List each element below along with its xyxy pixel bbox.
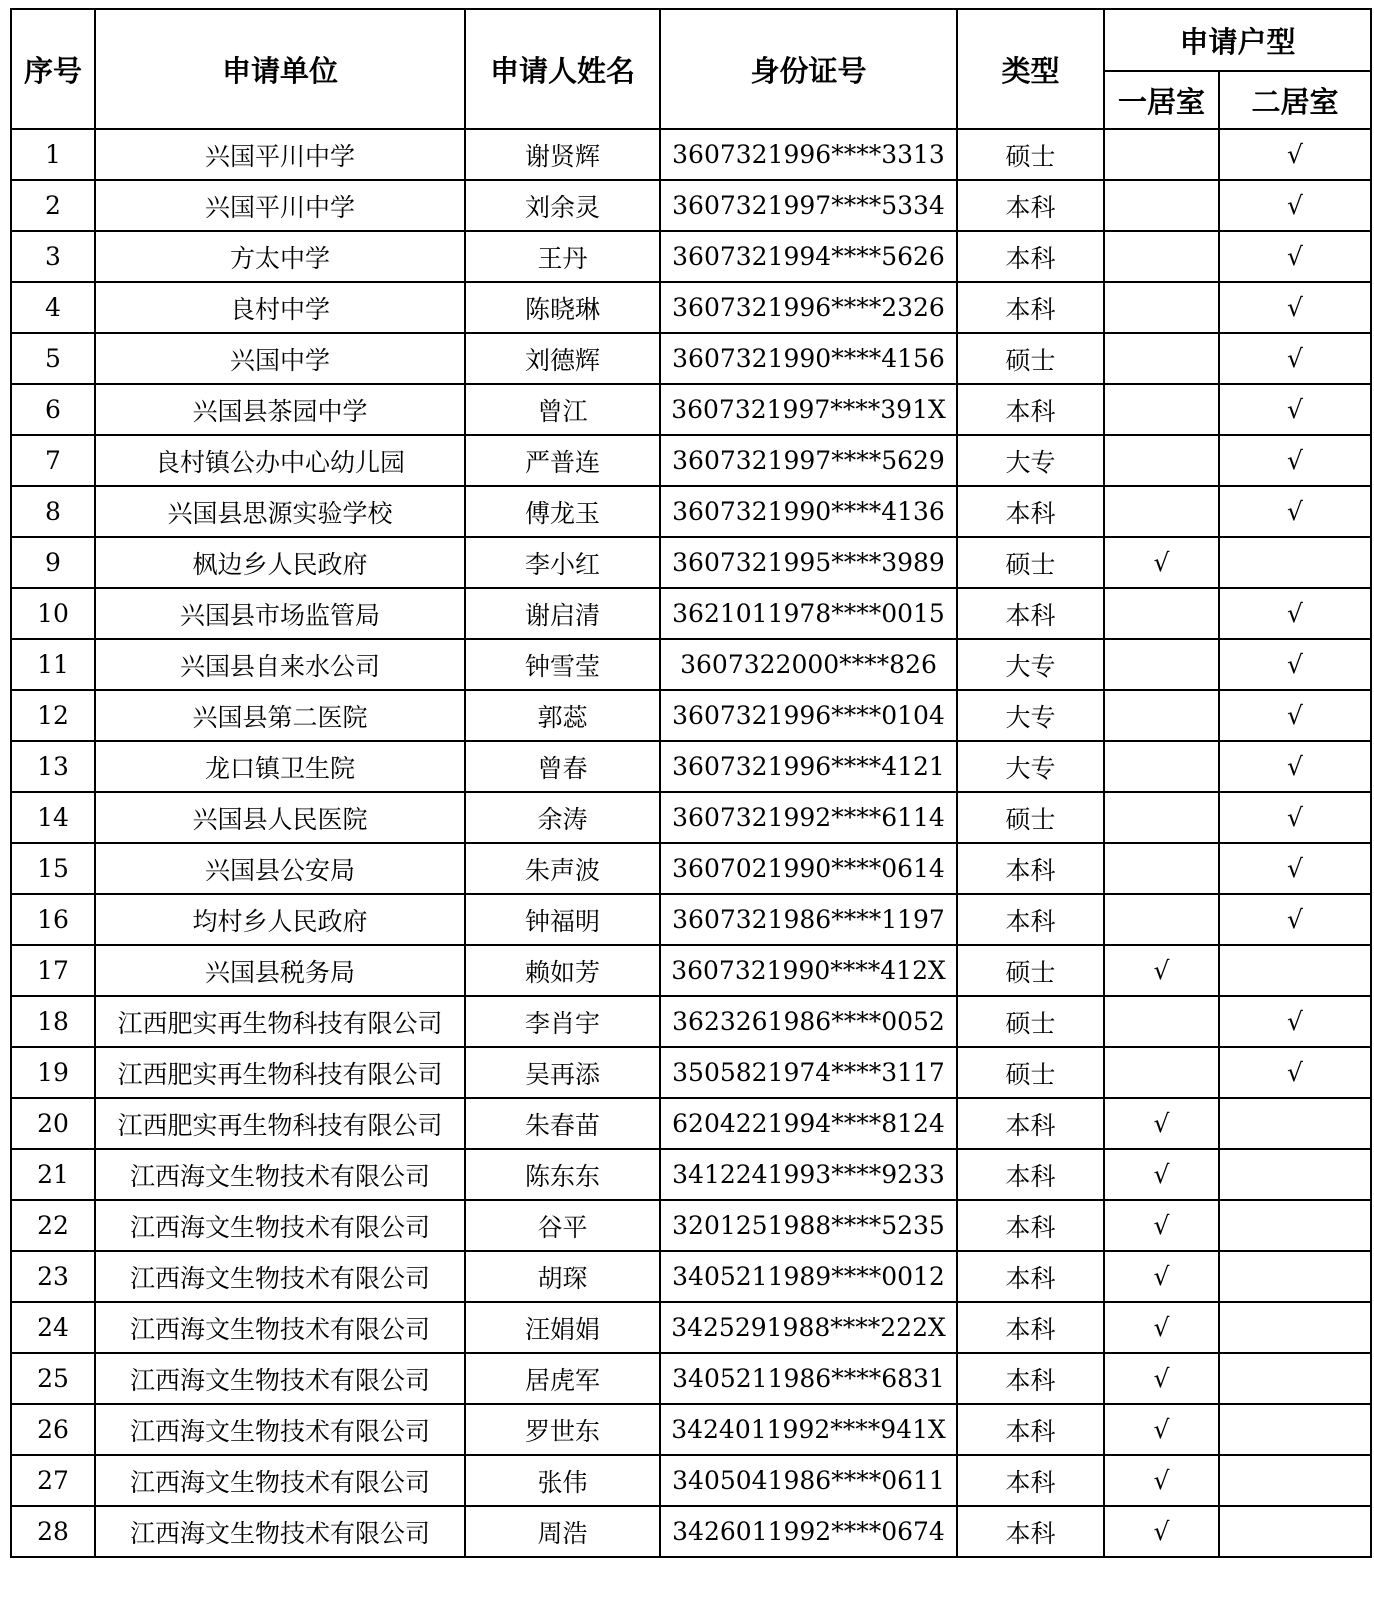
cell-type: 本科 <box>957 1353 1104 1404</box>
cell-two-room <box>1219 1251 1371 1302</box>
cell-id-number: 3607322000****826 <box>660 639 957 690</box>
cell-id-number: 3426011992****0674 <box>660 1506 957 1557</box>
cell-two-room: √ <box>1219 282 1371 333</box>
cell-two-room <box>1219 1149 1371 1200</box>
table-row <box>11 1200 1371 1251</box>
cell-name: 周浩 <box>465 1506 660 1557</box>
cell-id-number: 3405041986****0611 <box>660 1455 957 1506</box>
cell-name: 朱声波 <box>465 843 660 894</box>
cell-one-room: √ <box>1104 1353 1219 1404</box>
cell-seq: 17 <box>11 945 95 996</box>
cell-type: 本科 <box>957 282 1104 333</box>
cell-seq: 11 <box>11 639 95 690</box>
cell-unit: 江西肥实再生物科技有限公司 <box>95 996 465 1047</box>
cell-id-number: 3607321996****2326 <box>660 282 957 333</box>
cell-id-number: 3607021990****0614 <box>660 843 957 894</box>
cell-unit: 枫边乡人民政府 <box>95 537 465 588</box>
cell-seq: 8 <box>11 486 95 537</box>
cell-type: 本科 <box>957 1149 1104 1200</box>
cell-id-number: 3623261986****0052 <box>660 996 957 1047</box>
cell-name: 谢启清 <box>465 588 660 639</box>
cell-type: 本科 <box>957 1506 1104 1557</box>
table-row <box>11 333 1371 384</box>
cell-two-room: √ <box>1219 894 1371 945</box>
table-row <box>11 1302 1371 1353</box>
cell-type: 硕士 <box>957 996 1104 1047</box>
cell-seq: 25 <box>11 1353 95 1404</box>
cell-two-room: √ <box>1219 435 1371 486</box>
cell-name: 朱春苗 <box>465 1098 660 1149</box>
cell-seq: 6 <box>11 384 95 435</box>
cell-id-number: 6204221994****8124 <box>660 1098 957 1149</box>
cell-one-room: √ <box>1104 1098 1219 1149</box>
cell-one-room <box>1104 741 1219 792</box>
cell-one-room: √ <box>1104 945 1219 996</box>
applicant-table <box>10 8 1372 1558</box>
cell-seq: 9 <box>11 537 95 588</box>
cell-name: 傅龙玉 <box>465 486 660 537</box>
cell-type: 硕士 <box>957 945 1104 996</box>
cell-unit: 均村乡人民政府 <box>95 894 465 945</box>
cell-type: 本科 <box>957 894 1104 945</box>
cell-type: 本科 <box>957 180 1104 231</box>
header-one-room: 一居室 <box>1104 71 1219 129</box>
cell-seq: 13 <box>11 741 95 792</box>
cell-unit: 江西海文生物技术有限公司 <box>95 1200 465 1251</box>
table-row <box>11 1149 1371 1200</box>
cell-two-room: √ <box>1219 180 1371 231</box>
cell-two-room <box>1219 537 1371 588</box>
cell-one-room <box>1104 486 1219 537</box>
table-row <box>11 435 1371 486</box>
cell-seq: 10 <box>11 588 95 639</box>
cell-two-room: √ <box>1219 384 1371 435</box>
cell-two-room <box>1219 1098 1371 1149</box>
cell-type: 本科 <box>957 1251 1104 1302</box>
cell-one-room <box>1104 435 1219 486</box>
cell-unit: 兴国平川中学 <box>95 180 465 231</box>
table-row <box>11 792 1371 843</box>
cell-id-number: 3425291988****222X <box>660 1302 957 1353</box>
cell-id-number: 3607321992****6114 <box>660 792 957 843</box>
cell-unit: 江西肥实再生物科技有限公司 <box>95 1098 465 1149</box>
cell-one-room <box>1104 1047 1219 1098</box>
cell-id-number: 3621011978****0015 <box>660 588 957 639</box>
table-row <box>11 996 1371 1047</box>
cell-id-number: 3607321996****3313 <box>660 129 957 180</box>
cell-two-room <box>1219 1353 1371 1404</box>
cell-one-room: √ <box>1104 1302 1219 1353</box>
cell-type: 硕士 <box>957 792 1104 843</box>
cell-type: 硕士 <box>957 333 1104 384</box>
cell-seq: 1 <box>11 129 95 180</box>
cell-unit: 兴国县思源实验学校 <box>95 486 465 537</box>
table-row <box>11 129 1371 180</box>
table-row <box>11 894 1371 945</box>
cell-id-number: 3607321990****4156 <box>660 333 957 384</box>
cell-id-number: 3405211989****0012 <box>660 1251 957 1302</box>
cell-one-room <box>1104 843 1219 894</box>
cell-seq: 23 <box>11 1251 95 1302</box>
cell-one-room <box>1104 690 1219 741</box>
table-row <box>11 1455 1371 1506</box>
cell-unit: 兴国平川中学 <box>95 129 465 180</box>
cell-seq: 20 <box>11 1098 95 1149</box>
cell-id-number: 3607321990****412X <box>660 945 957 996</box>
table-row <box>11 486 1371 537</box>
table-body <box>11 129 1371 1557</box>
cell-name: 赖如芳 <box>465 945 660 996</box>
cell-two-room: √ <box>1219 843 1371 894</box>
cell-one-room: √ <box>1104 537 1219 588</box>
header-seq: 序号 <box>11 9 95 129</box>
cell-two-room: √ <box>1219 1047 1371 1098</box>
cell-id-number: 3607321996****4121 <box>660 741 957 792</box>
cell-type: 大专 <box>957 690 1104 741</box>
cell-name: 曾春 <box>465 741 660 792</box>
cell-id-number: 3201251988****5235 <box>660 1200 957 1251</box>
cell-seq: 2 <box>11 180 95 231</box>
cell-id-number: 3412241993****9233 <box>660 1149 957 1200</box>
cell-seq: 19 <box>11 1047 95 1098</box>
cell-id-number: 3607321997****391X <box>660 384 957 435</box>
cell-one-room <box>1104 231 1219 282</box>
cell-seq: 16 <box>11 894 95 945</box>
cell-type: 大专 <box>957 639 1104 690</box>
cell-two-room <box>1219 1506 1371 1557</box>
cell-unit: 江西海文生物技术有限公司 <box>95 1149 465 1200</box>
cell-two-room: √ <box>1219 996 1371 1047</box>
table-row <box>11 1506 1371 1557</box>
cell-one-room <box>1104 792 1219 843</box>
cell-unit: 龙口镇卫生院 <box>95 741 465 792</box>
cell-one-room <box>1104 282 1219 333</box>
cell-one-room <box>1104 588 1219 639</box>
cell-name: 钟雪莹 <box>465 639 660 690</box>
cell-unit: 江西海文生物技术有限公司 <box>95 1404 465 1455</box>
table-row <box>11 1047 1371 1098</box>
cell-name: 钟福明 <box>465 894 660 945</box>
cell-unit: 江西海文生物技术有限公司 <box>95 1353 465 1404</box>
cell-seq: 12 <box>11 690 95 741</box>
cell-type: 大专 <box>957 741 1104 792</box>
cell-type: 硕士 <box>957 537 1104 588</box>
cell-unit: 良村镇公办中心幼儿园 <box>95 435 465 486</box>
cell-id-number: 3607321990****4136 <box>660 486 957 537</box>
cell-id-number: 3607321995****3989 <box>660 537 957 588</box>
cell-name: 谢贤辉 <box>465 129 660 180</box>
cell-two-room: √ <box>1219 639 1371 690</box>
cell-unit: 兴国中学 <box>95 333 465 384</box>
cell-id-number: 3405211986****6831 <box>660 1353 957 1404</box>
cell-one-room: √ <box>1104 1404 1219 1455</box>
cell-type: 本科 <box>957 1455 1104 1506</box>
cell-one-room: √ <box>1104 1506 1219 1557</box>
cell-id-number: 3607321996****0104 <box>660 690 957 741</box>
cell-type: 本科 <box>957 486 1104 537</box>
cell-seq: 7 <box>11 435 95 486</box>
cell-unit: 兴国县人民医院 <box>95 792 465 843</box>
cell-seq: 22 <box>11 1200 95 1251</box>
cell-one-room <box>1104 333 1219 384</box>
cell-one-room <box>1104 639 1219 690</box>
cell-one-room: √ <box>1104 1200 1219 1251</box>
table-row <box>11 231 1371 282</box>
header-name: 申请人姓名 <box>465 9 660 129</box>
cell-seq: 4 <box>11 282 95 333</box>
cell-type: 本科 <box>957 384 1104 435</box>
cell-seq: 24 <box>11 1302 95 1353</box>
table-row <box>11 843 1371 894</box>
cell-unit: 方太中学 <box>95 231 465 282</box>
cell-name: 罗世东 <box>465 1404 660 1455</box>
cell-name: 李小红 <box>465 537 660 588</box>
cell-two-room <box>1219 1302 1371 1353</box>
cell-one-room <box>1104 384 1219 435</box>
cell-type: 本科 <box>957 1404 1104 1455</box>
cell-two-room <box>1219 1404 1371 1455</box>
cell-name: 余涛 <box>465 792 660 843</box>
cell-type: 本科 <box>957 1098 1104 1149</box>
cell-one-room <box>1104 129 1219 180</box>
cell-id-number: 3607321997****5629 <box>660 435 957 486</box>
cell-type: 硕士 <box>957 1047 1104 1098</box>
cell-id-number: 3505821974****3117 <box>660 1047 957 1098</box>
cell-unit: 兴国县公安局 <box>95 843 465 894</box>
cell-two-room: √ <box>1219 129 1371 180</box>
cell-unit: 江西海文生物技术有限公司 <box>95 1302 465 1353</box>
cell-type: 本科 <box>957 843 1104 894</box>
cell-seq: 26 <box>11 1404 95 1455</box>
table-row <box>11 1251 1371 1302</box>
cell-name: 严普连 <box>465 435 660 486</box>
cell-two-room <box>1219 1200 1371 1251</box>
table-row <box>11 690 1371 741</box>
cell-seq: 21 <box>11 1149 95 1200</box>
cell-type: 硕士 <box>957 129 1104 180</box>
cell-name: 曾江 <box>465 384 660 435</box>
cell-unit: 兴国县市场监管局 <box>95 588 465 639</box>
header-id: 身份证号 <box>660 9 957 129</box>
cell-one-room <box>1104 180 1219 231</box>
cell-seq: 18 <box>11 996 95 1047</box>
cell-name: 陈晓琳 <box>465 282 660 333</box>
cell-seq: 27 <box>11 1455 95 1506</box>
cell-id-number: 3607321997****5334 <box>660 180 957 231</box>
table-row <box>11 945 1371 996</box>
cell-unit: 兴国县税务局 <box>95 945 465 996</box>
cell-name: 吴再添 <box>465 1047 660 1098</box>
cell-name: 刘余灵 <box>465 180 660 231</box>
cell-two-room: √ <box>1219 588 1371 639</box>
cell-one-room <box>1104 894 1219 945</box>
cell-type: 本科 <box>957 588 1104 639</box>
cell-two-room: √ <box>1219 231 1371 282</box>
cell-seq: 14 <box>11 792 95 843</box>
cell-unit: 江西海文生物技术有限公司 <box>95 1455 465 1506</box>
cell-name: 张伟 <box>465 1455 660 1506</box>
table-row <box>11 1353 1371 1404</box>
table-row <box>11 639 1371 690</box>
cell-name: 刘德辉 <box>465 333 660 384</box>
cell-name: 谷平 <box>465 1200 660 1251</box>
cell-one-room: √ <box>1104 1149 1219 1200</box>
cell-id-number: 3424011992****941X <box>660 1404 957 1455</box>
cell-two-room: √ <box>1219 486 1371 537</box>
table-row <box>11 741 1371 792</box>
cell-unit: 江西海文生物技术有限公司 <box>95 1506 465 1557</box>
cell-seq: 3 <box>11 231 95 282</box>
cell-seq: 15 <box>11 843 95 894</box>
table-row <box>11 1098 1371 1149</box>
cell-type: 本科 <box>957 1302 1104 1353</box>
table-row <box>11 282 1371 333</box>
cell-type: 大专 <box>957 435 1104 486</box>
header-type: 类型 <box>957 9 1104 129</box>
cell-type: 本科 <box>957 1200 1104 1251</box>
cell-id-number: 3607321994****5626 <box>660 231 957 282</box>
table-row <box>11 180 1371 231</box>
cell-unit: 江西肥实再生物科技有限公司 <box>95 1047 465 1098</box>
header-two-room: 二居室 <box>1219 71 1371 129</box>
cell-two-room <box>1219 945 1371 996</box>
cell-name: 陈东东 <box>465 1149 660 1200</box>
cell-one-room <box>1104 996 1219 1047</box>
cell-name: 郭蕊 <box>465 690 660 741</box>
cell-unit: 兴国县茶园中学 <box>95 384 465 435</box>
cell-name: 李肖宇 <box>465 996 660 1047</box>
cell-unit: 兴国县自来水公司 <box>95 639 465 690</box>
cell-seq: 28 <box>11 1506 95 1557</box>
cell-unit: 良村中学 <box>95 282 465 333</box>
header-housing: 申请户型 <box>1104 9 1371 71</box>
cell-type: 本科 <box>957 231 1104 282</box>
cell-two-room: √ <box>1219 690 1371 741</box>
header-unit: 申请单位 <box>95 9 465 129</box>
table-row <box>11 537 1371 588</box>
cell-name: 居虎军 <box>465 1353 660 1404</box>
table-row <box>11 384 1371 435</box>
cell-two-room: √ <box>1219 741 1371 792</box>
cell-two-room <box>1219 1455 1371 1506</box>
table-row <box>11 1404 1371 1455</box>
cell-seq: 5 <box>11 333 95 384</box>
cell-id-number: 3607321986****1197 <box>660 894 957 945</box>
cell-two-room: √ <box>1219 333 1371 384</box>
table-row <box>11 588 1371 639</box>
cell-name: 汪娟娟 <box>465 1302 660 1353</box>
cell-name: 王丹 <box>465 231 660 282</box>
cell-name: 胡琛 <box>465 1251 660 1302</box>
cell-one-room: √ <box>1104 1251 1219 1302</box>
cell-unit: 兴国县第二医院 <box>95 690 465 741</box>
cell-one-room: √ <box>1104 1455 1219 1506</box>
cell-two-room: √ <box>1219 792 1371 843</box>
cell-unit: 江西海文生物技术有限公司 <box>95 1251 465 1302</box>
